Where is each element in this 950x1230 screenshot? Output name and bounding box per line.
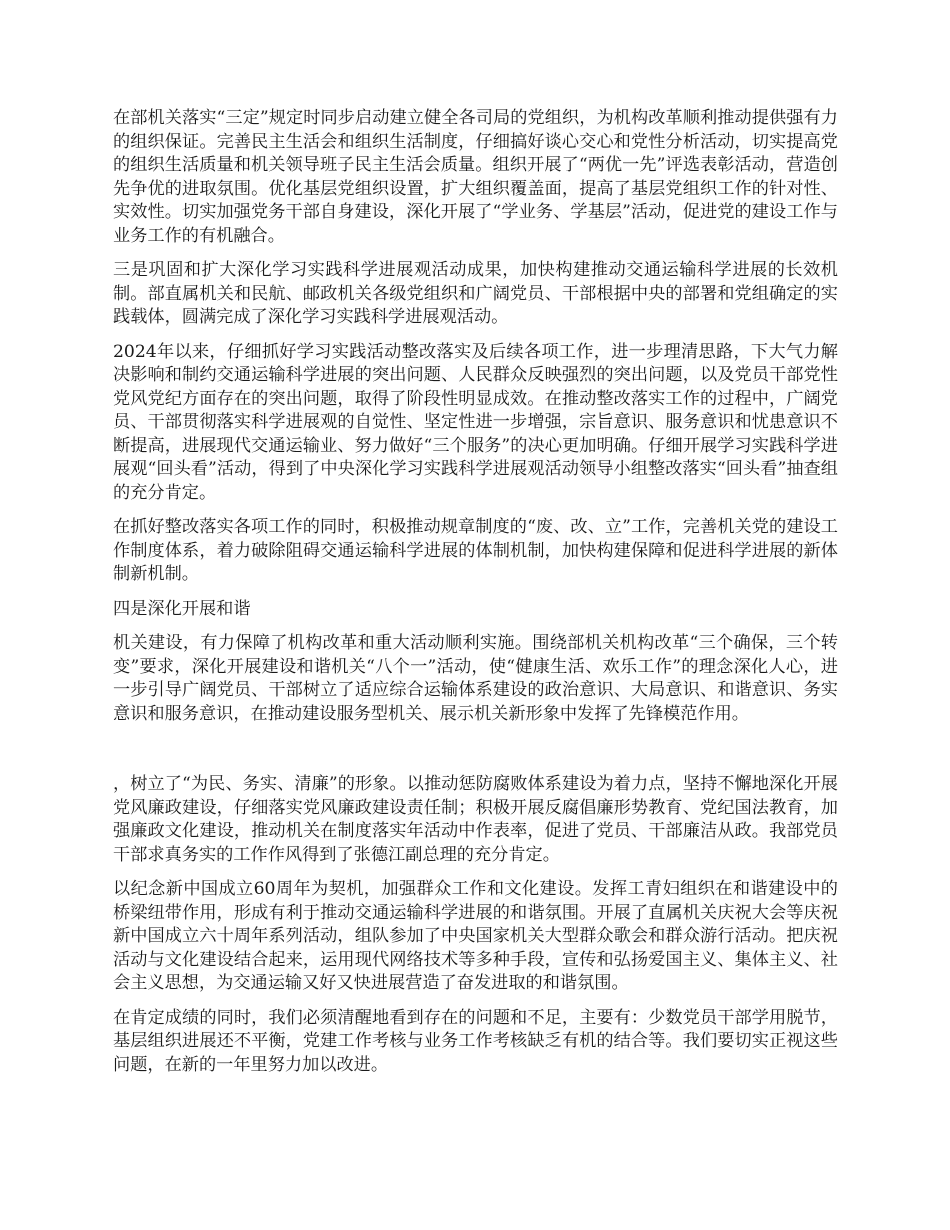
paragraph-party-organization: 在部机关落实“三定”规定时同步启动建立健全各司局的党组织，为机构改革顺利推动提供强有力的组织保证。完善民主生活会和组织生活制度，仔细搞好谈心交心和党性分析活动，切实提高党的组织生活质量和机关领导班子民主生活会质量。组织开展了“两优一先”评选表彰活动，营造创先争优的进取氛围。优化基层党组织设置，扩大组织覆盖面，提高了基层党组织工作的针对性、实效性。切实加强党务干部自身建设，深化开展了“学业务、学基层”活动，促进党的建设工作与业务工作的有机融合。: [113, 108, 838, 246]
paragraph-rules-reform: 在抓好整改落实各项工作的同时，积极推动规章制度的“废、改、立”工作，完善机关党的建设工作制度体系，着力破除阻碍交通运输科学进展的体制机制，加快构建保障和促进科学进展的新体制新机制。: [113, 517, 838, 584]
section-heading-harmony: 四是深化开展和谐: [113, 598, 251, 619]
blank-gap: [113, 737, 838, 773]
paragraph-consolidate-results: 三是巩固和扩大深化学习实践科学进展观活动成果，加快构建推动交通运输科学进展的长效机制。部直属机关和民航、邮政机关各级党组织和广阔党员、干部根据中央的部署和党组确定的实践载体，圆满完成了深化学习实践科学进展观活动。: [113, 260, 838, 327]
paragraph-clean-government: ，树立了“为民、务实、清廉”的形象。以推动惩防腐败体系建设为着力点，坚持不懈地深化开展党风廉政建设，仔细落实党风廉政建设责任制；积极开展反腐倡廉形势教育、党纪国法教育，加强廉政文化建设，推动机关在制度落实年活动中作表率，促进了党员、干部廉洁从政。我部党员干部求真务实的工作作风得到了张德江副总理的充分肯定。: [113, 774, 838, 865]
paragraph-harmonious-organ: 机关建设，有力保障了机构改革和重大活动顺利实施。围绕部机关机构改革“三个确保，三个转变”要求，深化开展建设和谐机关“八个一”活动，使“健康生活、欢乐工作”的理念深化人心，进一步引导广阔党员、干部树立了适应综合运输体系建设的政治意识、大局意识、和谐意识、务实意识和服务意识，在推动建设服务型机关、展示机关新形象中发挥了先锋模范作用。: [113, 633, 838, 724]
paragraph-anniversary-culture: 以纪念新中国成立60周年为契机，加强群众工作和文化建设。发挥工青妇组织在和谐建设中的桥梁纽带作用，形成有利于推动交通运输科学进展的和谐氛围。开展了直属机关庆祝大会等庆祝新中国成立六十周年系列活动，组队参加了中央国家机关大型群众歌会和群众游行活动。把庆祝活动与文化建设结合起来，运用现代网络技术等多种手段，宣传和弘扬爱国主义、集体主义、社会主义思想，为交通运输又好又快进展营造了奋发进取的和谐氛围。: [113, 879, 838, 993]
paragraph-rectification-work: 2024年以来，仔细抓好学习实践活动整改落实及后续各项工作，进一步理清思路，下大气力解决影响和制约交通运输科学进展的突出问题、人民群众反映强烈的突出问题，以及党员干部党性党风党纪方面存在的突出问题，取得了阶段性明显成效。在推动整改落实工作的过程中，广阔党员、干部贯彻落实科学进展观的自觉性、坚定性进一步增强，宗旨意识、服务意识和忧患意识不断提高，进展现代交通运输业、努力做好“三个服务”的决心更加明确。仔细开展学习实践科学进展观“回头看”活动，得到了中央深化学习实践科学进展观活动领导小组整改落实“回头看”抽查组的充分肯定。: [113, 341, 838, 503]
paragraph-problems: 在肯定成绩的同时，我们必须清醒地看到存在的问题和不足，主要有：少数党员干部学用脱节，基层组织进展还不平衡，党建工作考核与业务工作考核缺乏有机的结合等。我们要切实正视这些问题，在新的一年里努力加以改进。: [113, 1007, 838, 1075]
document-body: [113, 107, 838, 1088]
